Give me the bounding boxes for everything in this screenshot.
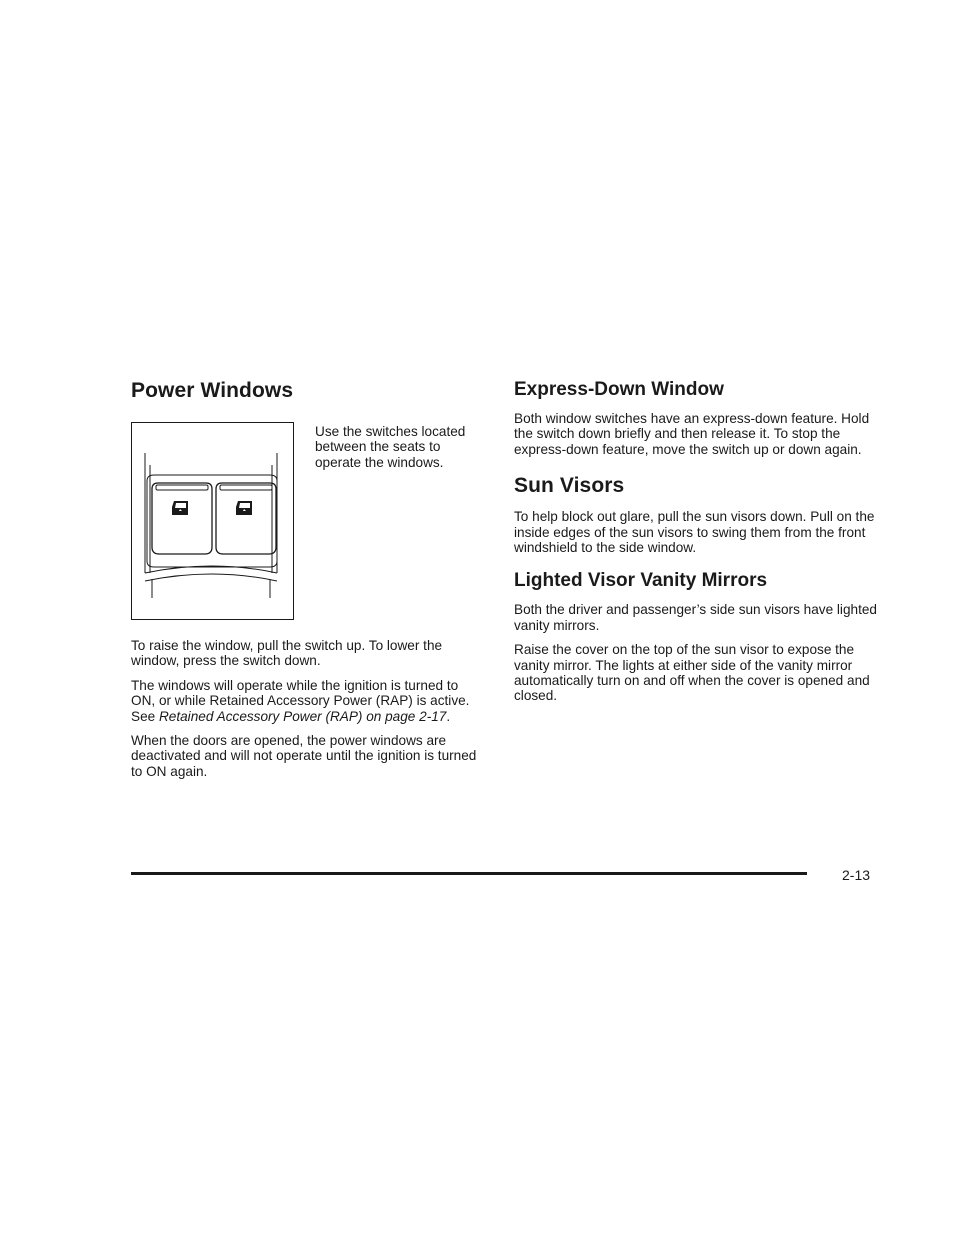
rap-reference-link[interactable]: Retained Accessory Power (RAP) on page 2-17 xyxy=(158,708,447,724)
window-switch-illustration xyxy=(131,422,294,620)
vanity-mirrors-para-1: Both the driver and passenger’s side sun visors have lighted vanity mirrors. xyxy=(514,602,877,633)
page-number: 2-13 xyxy=(842,867,871,883)
power-windows-para-2-text: The windows will operate while the ignition is turned to ON, or while Retained Accessory Power (RAP) is active. See xyxy=(131,677,470,724)
right-column xyxy=(514,378,879,713)
power-windows-heading: Power Windows xyxy=(131,379,294,402)
figure-row xyxy=(131,422,481,622)
figure-caption: Use the switches located between the seats to operate the windows. xyxy=(315,424,466,470)
vanity-mirrors-para-2: Raise the cover on the top of the sun visor to expose the vanity mirror. The lights at either side of the vanity mirror automatically turn on and off when the cover is opened and closed. xyxy=(514,642,870,704)
power-windows-para-2 xyxy=(131,678,481,724)
footer-rule xyxy=(131,872,807,875)
figure-caption-block xyxy=(315,424,485,470)
sun-visors-heading: Sun Visors xyxy=(514,474,625,498)
express-down-para-1: Both window switches have an express-down feature. Hold the switch down briefly and then release it. To stop the express-down feature, move the switch up or down again. xyxy=(514,411,870,457)
power-windows-para-3: When the doors are opened, the power windows are deactivated and will not operate until the ignition is turned to ON again. xyxy=(131,733,477,779)
power-windows-para-2-end: . xyxy=(446,708,451,724)
left-column xyxy=(131,378,481,788)
vanity-mirrors-heading: Lighted Visor Vanity Mirrors xyxy=(514,570,768,592)
sun-visors-para-1: To help block out glare, pull the sun visors down. Pull on the inside edges of the sun visors to swing them from the front windshield to the side window. xyxy=(514,509,875,556)
express-down-heading: Express-Down Window xyxy=(514,379,724,400)
power-windows-para-1: To raise the window, pull the switch up. To lower the window, press the switch down. xyxy=(131,638,443,669)
